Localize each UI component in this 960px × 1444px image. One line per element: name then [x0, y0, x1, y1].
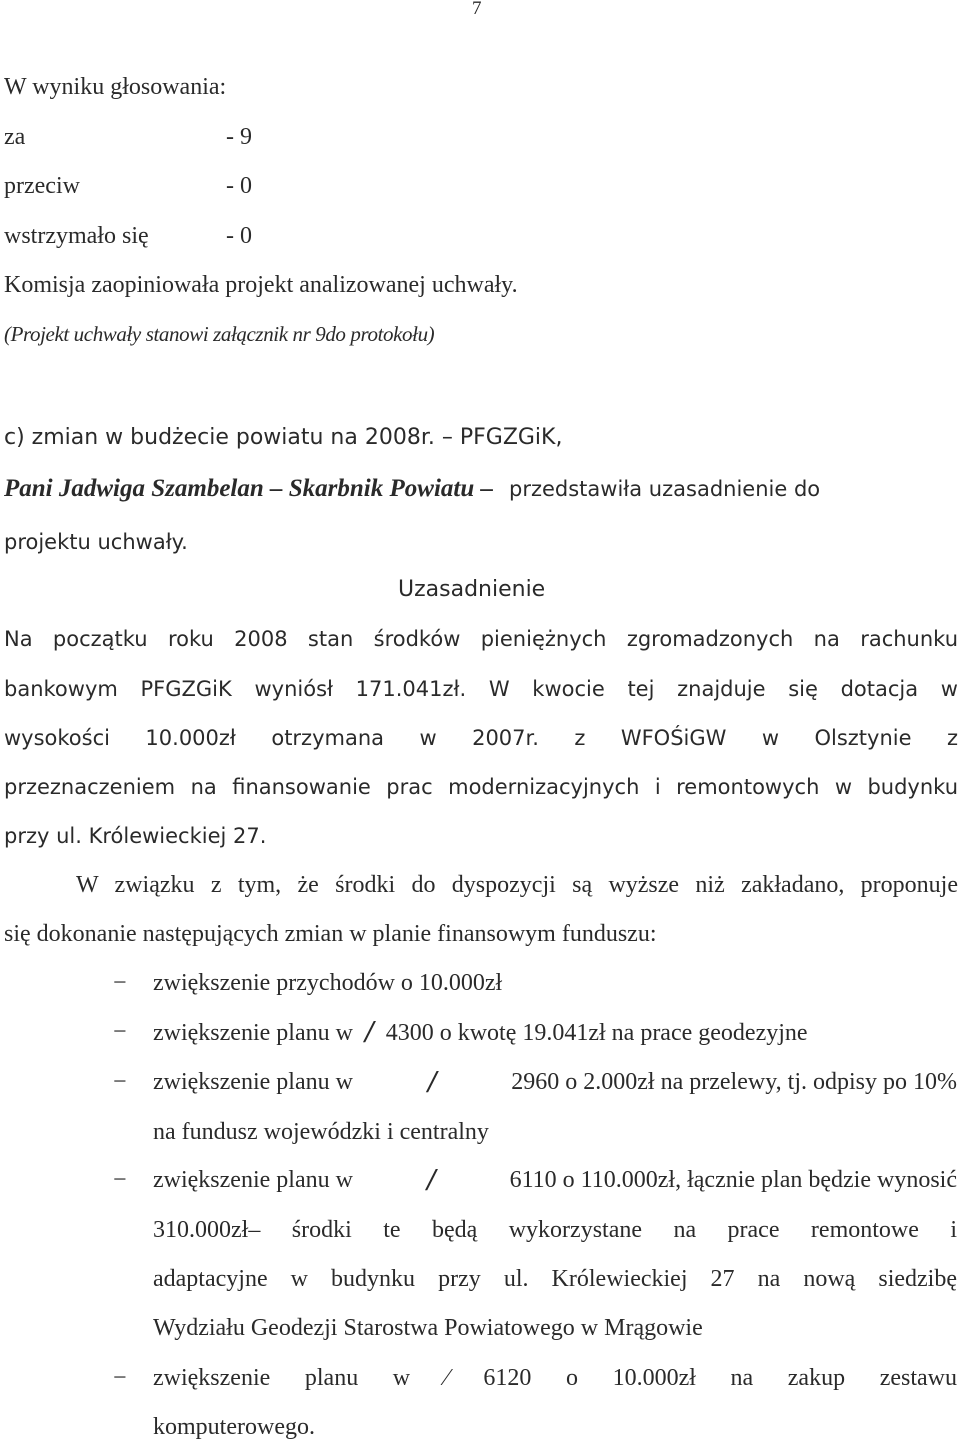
- bullet-4-line-4: Wydziału Geodezji Starostwa Powiatowego w Mrągowie: [153, 1315, 703, 1341]
- paragraph-sign-icon: /: [427, 1067, 437, 1097]
- section-heading: c) zmian w budżecie powiatu na 2008r. – PFGZGiK,: [4, 425, 563, 450]
- bullet-dash: −: [113, 970, 127, 996]
- bullet-dash: −: [113, 1365, 127, 1391]
- bullet-1: zwiększenie przychodów o 10.000zł: [153, 970, 503, 996]
- p1-line-1-text: Na początku roku 2008 stan środków pieniężnych zgromadzonych na rachunku: [4, 627, 958, 651]
- bullet-4-b: 6110 o 110.000zł, łącznie plan będzie wynosić: [509, 1167, 957, 1193]
- speaker-rest: przedstawiła uzasadnienie do: [509, 477, 821, 501]
- bullet-3-a: zwiększenie planu w: [153, 1069, 353, 1095]
- speaker-line: [4, 474, 820, 504]
- bullet-4: [153, 1165, 957, 1195]
- vote-label-abstain: wstrzymało się: [4, 223, 149, 249]
- p2-line-1: [76, 870, 958, 900]
- bullet-4-a: zwiększenie planu w: [153, 1167, 353, 1193]
- speaker-name: Pani Jadwiga Szambelan – Skarbnik Powiatu –: [4, 475, 493, 502]
- paragraph-sign-icon: /: [426, 1165, 436, 1195]
- vote-intro: W wyniku głosowania:: [4, 74, 227, 100]
- page-number: 7: [472, 0, 482, 19]
- paragraph-sign-icon: /: [364, 1017, 374, 1047]
- bullet-dash: −: [113, 1019, 127, 1045]
- bullet-3-b: 2960 o 2.000zł na przelewy, tj. odpisy po 10%: [511, 1069, 957, 1095]
- vote-label-against: przeciw: [4, 173, 80, 199]
- bullet-2-a: zwiększenie planu w: [153, 1020, 353, 1046]
- vote-value-for: - 9: [226, 124, 252, 150]
- p2-line-2: się dokonanie następujących zmian w planie finansowym funduszu:: [4, 921, 657, 947]
- p1-line-3: [4, 723, 958, 753]
- bullet-3: [153, 1067, 957, 1097]
- vote-conclusion: Komisja zaopiniowała projekt analizowanej uchwały.: [4, 272, 518, 298]
- bullet-2-b: 4300 o kwotę 19.041zł na prace geodezyjne: [385, 1020, 808, 1046]
- p1-line-2: [4, 674, 958, 704]
- vote-value-against: - 0: [226, 173, 252, 199]
- p1-line-1: [4, 624, 958, 654]
- bullet-5-line-2: komputerowego.: [153, 1414, 315, 1440]
- bullet-4-line-3: adaptacyjne w budynku przy ul. Królewieckiej 27 na nową siedzibę: [153, 1266, 957, 1292]
- p1-line-5: przy ul. Królewieckiej 27.: [4, 824, 267, 848]
- bullet-2: [153, 1017, 808, 1048]
- bullet-dash: −: [113, 1069, 127, 1095]
- attachment-note: (Projekt uchwały stanowi załącznik nr 9do protokołu): [4, 322, 435, 346]
- p1-line-4-text: przeznaczeniem na finansowanie prac modernizacyjnych i remontowych w budynku: [4, 775, 958, 799]
- vote-value-abstain: - 0: [226, 223, 252, 249]
- p1-line-4: [4, 772, 958, 802]
- bullet-dash: −: [113, 1167, 127, 1193]
- vote-label-for: za: [4, 124, 26, 150]
- justification-title: Uzasadnienie: [398, 577, 546, 602]
- p2-line-1-text: W związku z tym, że środki do dyspozycji są wyższe niż zakładano, proponuje: [76, 872, 958, 898]
- p1-line-2-text: bankowym PFGZGiK wyniósł 171.041zł. W kwocie tej znajduje się dotacja w: [4, 677, 958, 701]
- speaker-line-2: projektu uchwały.: [4, 530, 188, 554]
- bullet-3-line-2: na fundusz wojewódzki i centralny: [153, 1119, 489, 1145]
- p1-line-3-text: wysokości 10.000zł otrzymana w 2007r. z WFOŚiGW w Olsztynie z: [4, 726, 958, 750]
- bullet-5: zwiększenie planu w ⁄ 6120 o 10.000zł na zakup zestawu: [153, 1365, 957, 1391]
- bullet-4-line-2: 310.000zł– środki te będą wykorzystane na prace remontowe i: [153, 1217, 957, 1243]
